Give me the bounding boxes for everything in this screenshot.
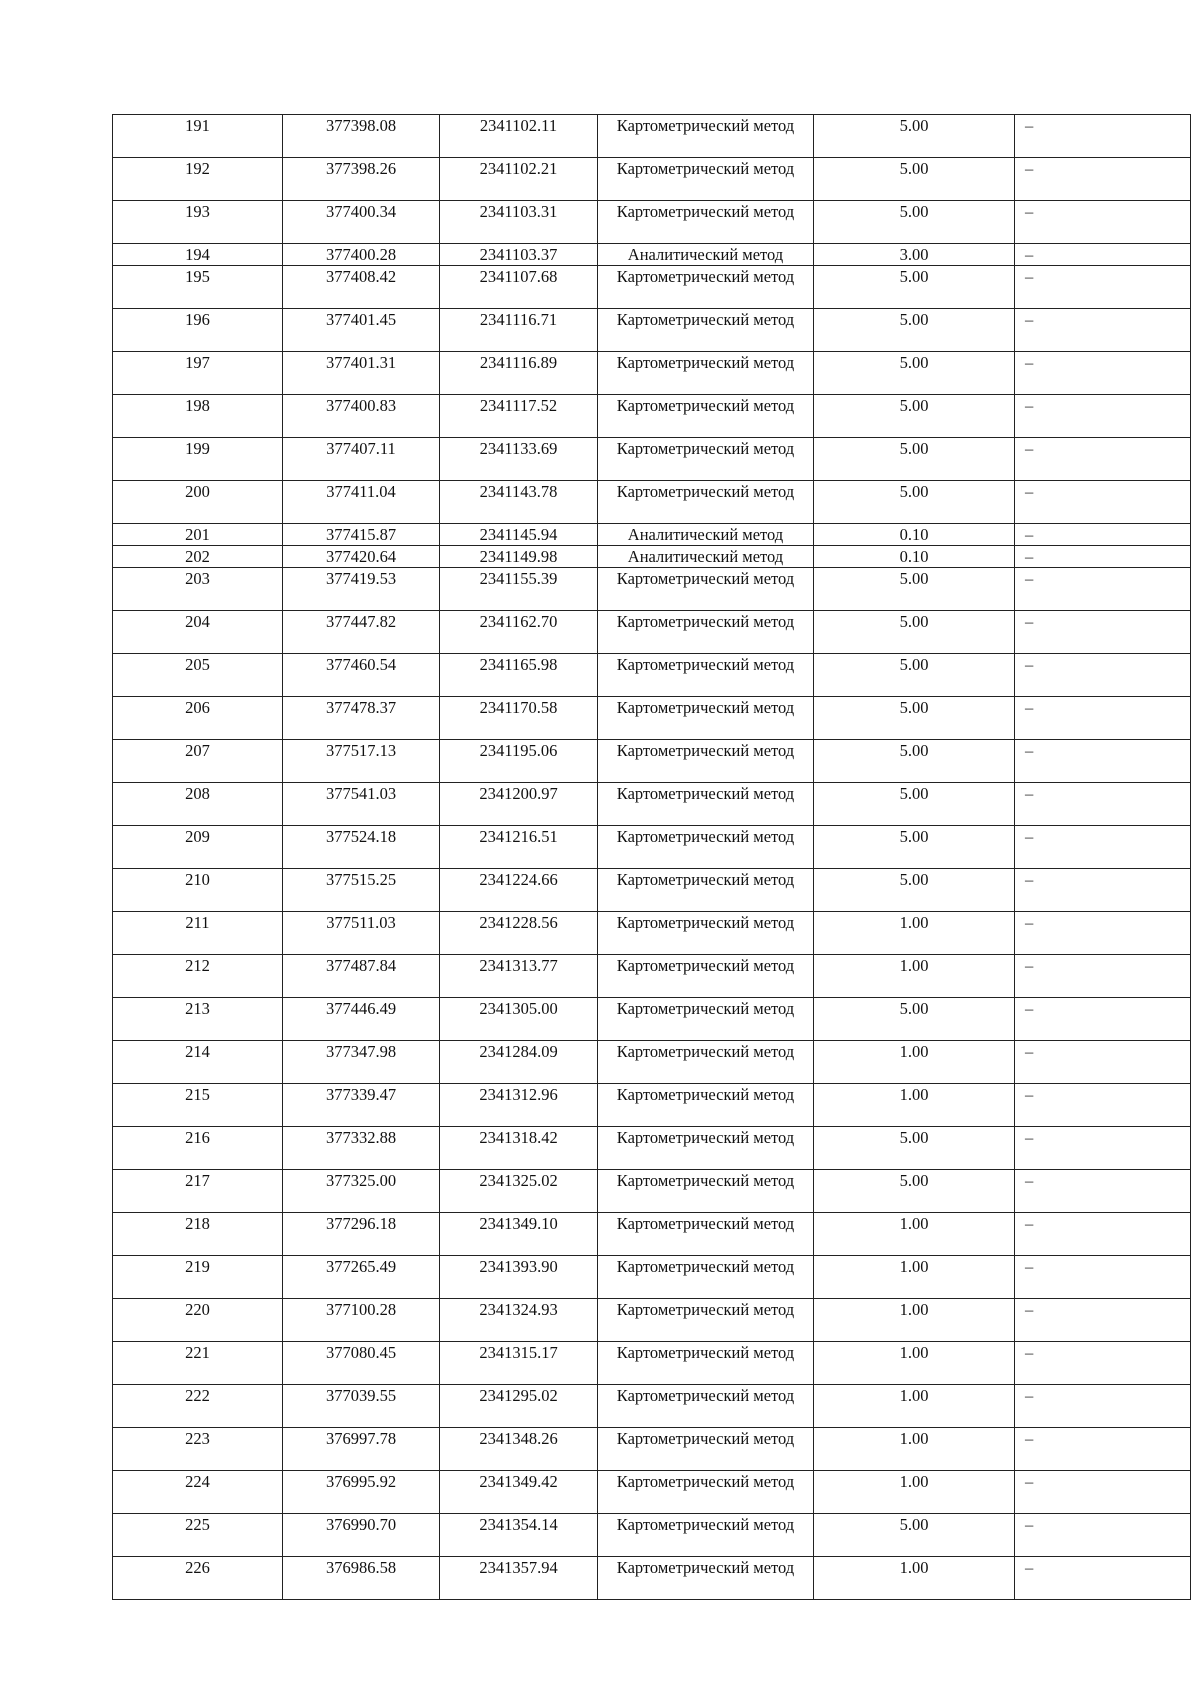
cell-dash: – — [1015, 783, 1191, 826]
cell-x-coordinate: 377478.37 — [283, 697, 440, 740]
cell-point-number: 219 — [113, 1256, 283, 1299]
cell-x-coordinate: 377400.34 — [283, 201, 440, 244]
cell-accuracy: 5.00 — [814, 115, 1015, 158]
cell-point-number: 205 — [113, 654, 283, 697]
cell-accuracy: 5.00 — [814, 697, 1015, 740]
cell-method: Картометрический метод — [598, 1041, 814, 1084]
cell-method: Картометрический метод — [598, 115, 814, 158]
cell-x-coordinate: 377398.26 — [283, 158, 440, 201]
cell-accuracy: 5.00 — [814, 395, 1015, 438]
cell-method: Картометрический метод — [598, 740, 814, 783]
cell-dash: – — [1015, 1471, 1191, 1514]
cell-y-coordinate: 2341170.58 — [440, 697, 598, 740]
cell-method: Картометрический метод — [598, 481, 814, 524]
table-row — [113, 201, 1191, 244]
cell-method: Картометрический метод — [598, 158, 814, 201]
cell-point-number: 212 — [113, 955, 283, 998]
cell-method: Картометрический метод — [598, 912, 814, 955]
cell-y-coordinate: 2341324.93 — [440, 1299, 598, 1342]
table-row — [113, 697, 1191, 740]
cell-x-coordinate: 377100.28 — [283, 1299, 440, 1342]
cell-y-coordinate: 2341117.52 — [440, 395, 598, 438]
table-row — [113, 481, 1191, 524]
cell-x-coordinate: 377411.04 — [283, 481, 440, 524]
cell-method: Картометрический метод — [598, 1342, 814, 1385]
cell-dash: – — [1015, 481, 1191, 524]
cell-y-coordinate: 2341116.71 — [440, 309, 598, 352]
cell-y-coordinate: 2341295.02 — [440, 1385, 598, 1428]
cell-point-number: 197 — [113, 352, 283, 395]
table-row — [113, 309, 1191, 352]
cell-dash: – — [1015, 955, 1191, 998]
cell-y-coordinate: 2341354.14 — [440, 1514, 598, 1557]
cell-dash: – — [1015, 998, 1191, 1041]
cell-y-coordinate: 2341149.98 — [440, 546, 598, 568]
cell-dash: – — [1015, 912, 1191, 955]
cell-accuracy: 0.10 — [814, 546, 1015, 568]
cell-accuracy: 5.00 — [814, 1170, 1015, 1213]
cell-method: Картометрический метод — [598, 1557, 814, 1600]
cell-point-number: 192 — [113, 158, 283, 201]
cell-dash: – — [1015, 1385, 1191, 1428]
cell-method: Картометрический метод — [598, 1084, 814, 1127]
table-row — [113, 524, 1191, 546]
cell-x-coordinate: 377419.53 — [283, 568, 440, 611]
cell-dash: – — [1015, 1428, 1191, 1471]
coordinates-table — [112, 114, 1191, 1600]
cell-y-coordinate: 2341325.02 — [440, 1170, 598, 1213]
cell-accuracy: 1.00 — [814, 1041, 1015, 1084]
cell-point-number: 193 — [113, 201, 283, 244]
cell-x-coordinate: 377415.87 — [283, 524, 440, 546]
cell-y-coordinate: 2341216.51 — [440, 826, 598, 869]
cell-point-number: 216 — [113, 1127, 283, 1170]
cell-x-coordinate: 376995.92 — [283, 1471, 440, 1514]
cell-point-number: 195 — [113, 266, 283, 309]
cell-accuracy: 3.00 — [814, 244, 1015, 266]
cell-dash: – — [1015, 1342, 1191, 1385]
cell-dash: – — [1015, 1084, 1191, 1127]
cell-accuracy: 5.00 — [814, 740, 1015, 783]
cell-accuracy: 1.00 — [814, 955, 1015, 998]
cell-point-number: 224 — [113, 1471, 283, 1514]
cell-point-number: 201 — [113, 524, 283, 546]
cell-accuracy: 5.00 — [814, 438, 1015, 481]
cell-dash: – — [1015, 1213, 1191, 1256]
cell-point-number: 218 — [113, 1213, 283, 1256]
cell-point-number: 207 — [113, 740, 283, 783]
cell-point-number: 214 — [113, 1041, 283, 1084]
cell-method: Картометрический метод — [598, 352, 814, 395]
cell-y-coordinate: 2341393.90 — [440, 1256, 598, 1299]
cell-point-number: 210 — [113, 869, 283, 912]
table-row — [113, 568, 1191, 611]
cell-method: Картометрический метод — [598, 654, 814, 697]
cell-point-number: 191 — [113, 115, 283, 158]
coordinates-table-body — [113, 115, 1191, 1600]
table-row — [113, 266, 1191, 309]
cell-accuracy: 1.00 — [814, 912, 1015, 955]
cell-dash: – — [1015, 1170, 1191, 1213]
cell-x-coordinate: 377420.64 — [283, 546, 440, 568]
cell-y-coordinate: 2341224.66 — [440, 869, 598, 912]
cell-x-coordinate: 377332.88 — [283, 1127, 440, 1170]
cell-method: Картометрический метод — [598, 998, 814, 1041]
cell-dash: – — [1015, 309, 1191, 352]
cell-dash: – — [1015, 1256, 1191, 1299]
cell-accuracy: 1.00 — [814, 1256, 1015, 1299]
table-row — [113, 1213, 1191, 1256]
table-row — [113, 869, 1191, 912]
cell-y-coordinate: 2341102.11 — [440, 115, 598, 158]
cell-point-number: 199 — [113, 438, 283, 481]
cell-x-coordinate: 377408.42 — [283, 266, 440, 309]
cell-x-coordinate: 377265.49 — [283, 1256, 440, 1299]
cell-y-coordinate: 2341103.31 — [440, 201, 598, 244]
cell-x-coordinate: 377347.98 — [283, 1041, 440, 1084]
cell-method: Картометрический метод — [598, 201, 814, 244]
cell-y-coordinate: 2341313.77 — [440, 955, 598, 998]
cell-accuracy: 0.10 — [814, 524, 1015, 546]
table-row — [113, 1256, 1191, 1299]
cell-method: Картометрический метод — [598, 568, 814, 611]
cell-y-coordinate: 2341145.94 — [440, 524, 598, 546]
cell-dash: – — [1015, 697, 1191, 740]
table-row — [113, 1342, 1191, 1385]
cell-point-number: 223 — [113, 1428, 283, 1471]
cell-point-number: 217 — [113, 1170, 283, 1213]
cell-point-number: 203 — [113, 568, 283, 611]
cell-dash: – — [1015, 546, 1191, 568]
cell-method: Картометрический метод — [598, 1514, 814, 1557]
cell-method: Картометрический метод — [598, 1127, 814, 1170]
cell-x-coordinate: 377487.84 — [283, 955, 440, 998]
cell-dash: – — [1015, 158, 1191, 201]
table-row — [113, 998, 1191, 1041]
cell-y-coordinate: 2341315.17 — [440, 1342, 598, 1385]
cell-accuracy: 5.00 — [814, 998, 1015, 1041]
cell-x-coordinate: 377400.83 — [283, 395, 440, 438]
cell-x-coordinate: 376990.70 — [283, 1514, 440, 1557]
cell-x-coordinate: 377511.03 — [283, 912, 440, 955]
cell-dash: – — [1015, 115, 1191, 158]
cell-accuracy: 5.00 — [814, 1514, 1015, 1557]
cell-accuracy: 5.00 — [814, 869, 1015, 912]
cell-accuracy: 5.00 — [814, 654, 1015, 697]
cell-method: Картометрический метод — [598, 266, 814, 309]
cell-y-coordinate: 2341116.89 — [440, 352, 598, 395]
cell-method: Картометрический метод — [598, 826, 814, 869]
cell-point-number: 206 — [113, 697, 283, 740]
cell-dash: – — [1015, 568, 1191, 611]
cell-accuracy: 5.00 — [814, 201, 1015, 244]
cell-x-coordinate: 377080.45 — [283, 1342, 440, 1385]
cell-method: Картометрический метод — [598, 1299, 814, 1342]
cell-dash: – — [1015, 1299, 1191, 1342]
cell-method: Картометрический метод — [598, 611, 814, 654]
cell-method: Картометрический метод — [598, 869, 814, 912]
cell-y-coordinate: 2341103.37 — [440, 244, 598, 266]
cell-point-number: 222 — [113, 1385, 283, 1428]
table-row — [113, 1041, 1191, 1084]
cell-x-coordinate: 377407.11 — [283, 438, 440, 481]
table-row — [113, 438, 1191, 481]
cell-point-number: 215 — [113, 1084, 283, 1127]
cell-accuracy: 5.00 — [814, 352, 1015, 395]
cell-y-coordinate: 2341195.06 — [440, 740, 598, 783]
cell-point-number: 213 — [113, 998, 283, 1041]
cell-method: Аналитический метод — [598, 546, 814, 568]
cell-point-number: 211 — [113, 912, 283, 955]
cell-accuracy: 5.00 — [814, 266, 1015, 309]
cell-point-number: 225 — [113, 1514, 283, 1557]
cell-method: Картометрический метод — [598, 438, 814, 481]
cell-x-coordinate: 377460.54 — [283, 654, 440, 697]
cell-dash: – — [1015, 201, 1191, 244]
cell-dash: – — [1015, 1041, 1191, 1084]
cell-accuracy: 5.00 — [814, 568, 1015, 611]
cell-accuracy: 5.00 — [814, 611, 1015, 654]
cell-x-coordinate: 377401.45 — [283, 309, 440, 352]
cell-accuracy: 5.00 — [814, 1127, 1015, 1170]
cell-point-number: 209 — [113, 826, 283, 869]
cell-y-coordinate: 2341349.42 — [440, 1471, 598, 1514]
cell-y-coordinate: 2341349.10 — [440, 1213, 598, 1256]
cell-dash: – — [1015, 266, 1191, 309]
table-row — [113, 1385, 1191, 1428]
cell-x-coordinate: 377517.13 — [283, 740, 440, 783]
cell-y-coordinate: 2341228.56 — [440, 912, 598, 955]
cell-method: Картометрический метод — [598, 955, 814, 998]
cell-accuracy: 5.00 — [814, 783, 1015, 826]
table-row — [113, 546, 1191, 568]
table-row — [113, 654, 1191, 697]
cell-x-coordinate: 377398.08 — [283, 115, 440, 158]
cell-dash: – — [1015, 654, 1191, 697]
cell-x-coordinate: 377447.82 — [283, 611, 440, 654]
cell-y-coordinate: 2341305.00 — [440, 998, 598, 1041]
cell-accuracy: 1.00 — [814, 1385, 1015, 1428]
cell-y-coordinate: 2341165.98 — [440, 654, 598, 697]
table-row — [113, 352, 1191, 395]
cell-method: Картометрический метод — [598, 697, 814, 740]
table-row — [113, 244, 1191, 266]
table-row — [113, 115, 1191, 158]
cell-method: Картометрический метод — [598, 783, 814, 826]
cell-dash: – — [1015, 1557, 1191, 1600]
table-row — [113, 1127, 1191, 1170]
cell-y-coordinate: 2341284.09 — [440, 1041, 598, 1084]
table-row — [113, 611, 1191, 654]
cell-x-coordinate: 377325.00 — [283, 1170, 440, 1213]
table-row — [113, 1084, 1191, 1127]
cell-dash: – — [1015, 244, 1191, 266]
cell-accuracy: 5.00 — [814, 309, 1015, 352]
cell-method: Картометрический метод — [598, 309, 814, 352]
cell-dash: – — [1015, 869, 1191, 912]
cell-point-number: 220 — [113, 1299, 283, 1342]
cell-x-coordinate: 377524.18 — [283, 826, 440, 869]
cell-accuracy: 5.00 — [814, 826, 1015, 869]
cell-y-coordinate: 2341143.78 — [440, 481, 598, 524]
cell-method: Картометрический метод — [598, 1170, 814, 1213]
cell-point-number: 194 — [113, 244, 283, 266]
cell-accuracy: 1.00 — [814, 1299, 1015, 1342]
table-row — [113, 783, 1191, 826]
cell-y-coordinate: 2341155.39 — [440, 568, 598, 611]
cell-y-coordinate: 2341200.97 — [440, 783, 598, 826]
cell-dash: – — [1015, 1514, 1191, 1557]
cell-point-number: 208 — [113, 783, 283, 826]
cell-point-number: 202 — [113, 546, 283, 568]
cell-method: Картометрический метод — [598, 1256, 814, 1299]
cell-y-coordinate: 2341162.70 — [440, 611, 598, 654]
cell-accuracy: 1.00 — [814, 1084, 1015, 1127]
cell-method: Аналитический метод — [598, 524, 814, 546]
cell-accuracy: 1.00 — [814, 1428, 1015, 1471]
cell-dash: – — [1015, 740, 1191, 783]
table-row — [113, 395, 1191, 438]
cell-dash: – — [1015, 611, 1191, 654]
cell-method: Аналитический метод — [598, 244, 814, 266]
cell-dash: – — [1015, 395, 1191, 438]
table-row — [113, 912, 1191, 955]
table-row — [113, 158, 1191, 201]
table-row — [113, 1170, 1191, 1213]
cell-x-coordinate: 377339.47 — [283, 1084, 440, 1127]
cell-accuracy: 1.00 — [814, 1471, 1015, 1514]
cell-accuracy: 5.00 — [814, 158, 1015, 201]
cell-y-coordinate: 2341318.42 — [440, 1127, 598, 1170]
table-row — [113, 1299, 1191, 1342]
cell-dash: – — [1015, 352, 1191, 395]
cell-accuracy: 1.00 — [814, 1557, 1015, 1600]
cell-accuracy: 5.00 — [814, 481, 1015, 524]
cell-method: Картометрический метод — [598, 395, 814, 438]
table-row — [113, 955, 1191, 998]
cell-point-number: 226 — [113, 1557, 283, 1600]
cell-y-coordinate: 2341107.68 — [440, 266, 598, 309]
table-row — [113, 1471, 1191, 1514]
cell-point-number: 221 — [113, 1342, 283, 1385]
cell-dash: – — [1015, 1127, 1191, 1170]
cell-x-coordinate: 376997.78 — [283, 1428, 440, 1471]
table-row — [113, 826, 1191, 869]
cell-dash: – — [1015, 826, 1191, 869]
cell-y-coordinate: 2341357.94 — [440, 1557, 598, 1600]
cell-x-coordinate: 377401.31 — [283, 352, 440, 395]
cell-x-coordinate: 377400.28 — [283, 244, 440, 266]
cell-method: Картометрический метод — [598, 1471, 814, 1514]
cell-x-coordinate: 377446.49 — [283, 998, 440, 1041]
cell-y-coordinate: 2341102.21 — [440, 158, 598, 201]
cell-x-coordinate: 376986.58 — [283, 1557, 440, 1600]
cell-point-number: 204 — [113, 611, 283, 654]
cell-dash: – — [1015, 524, 1191, 546]
cell-x-coordinate: 377296.18 — [283, 1213, 440, 1256]
cell-accuracy: 1.00 — [814, 1213, 1015, 1256]
cell-y-coordinate: 2341348.26 — [440, 1428, 598, 1471]
cell-x-coordinate: 377541.03 — [283, 783, 440, 826]
cell-y-coordinate: 2341133.69 — [440, 438, 598, 481]
cell-point-number: 200 — [113, 481, 283, 524]
cell-y-coordinate: 2341312.96 — [440, 1084, 598, 1127]
cell-method: Картометрический метод — [598, 1428, 814, 1471]
cell-method: Картометрический метод — [598, 1385, 814, 1428]
table-row — [113, 740, 1191, 783]
table-row — [113, 1557, 1191, 1600]
cell-x-coordinate: 377515.25 — [283, 869, 440, 912]
cell-x-coordinate: 377039.55 — [283, 1385, 440, 1428]
cell-dash: – — [1015, 438, 1191, 481]
cell-accuracy: 1.00 — [814, 1342, 1015, 1385]
cell-method: Картометрический метод — [598, 1213, 814, 1256]
table-row — [113, 1514, 1191, 1557]
cell-point-number: 198 — [113, 395, 283, 438]
table-row — [113, 1428, 1191, 1471]
cell-point-number: 196 — [113, 309, 283, 352]
